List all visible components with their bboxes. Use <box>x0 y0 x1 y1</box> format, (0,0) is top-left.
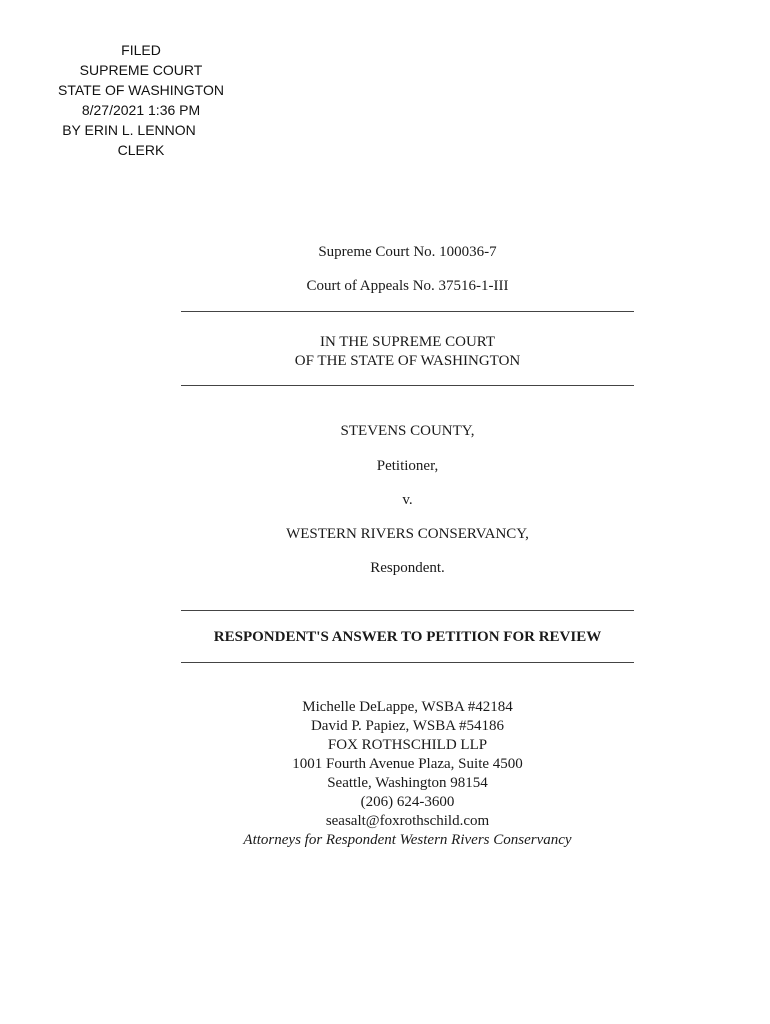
firm-address-line1: 1001 Fourth Avenue Plaza, Suite 4500 <box>292 756 523 772</box>
rule-below-title <box>181 662 634 663</box>
firm-phone: (206) 624-3600 <box>360 794 455 810</box>
stamp-filed: FILED <box>121 42 161 58</box>
stamp-court: SUPREME COURT <box>79 62 203 78</box>
law-firm: FOX ROTHSCHILD LLP <box>327 737 488 753</box>
court-name-line1: IN THE SUPREME COURT <box>319 334 496 350</box>
rule-below-court <box>181 385 634 386</box>
respondent-role: Respondent. <box>370 560 445 576</box>
stamp-clerk: CLERK <box>117 142 165 158</box>
stamp-by: BY ERIN L. LENNON <box>62 122 196 138</box>
stamp-state: STATE OF WASHINGTON <box>58 82 224 98</box>
document-title: RESPONDENT'S ANSWER TO PETITION FOR REVIEW <box>213 629 602 645</box>
supreme-court-number: Supreme Court No. 100036-7 <box>318 244 497 260</box>
counsel-role: Attorneys for Respondent Western Rivers Conservancy <box>243 832 572 848</box>
court-name-line2: OF THE STATE OF WASHINGTON <box>294 353 521 369</box>
attorney-1: Michelle DeLappe, WSBA #42184 <box>302 699 513 715</box>
rule-above-court <box>181 311 634 312</box>
attorney-2: David P. Papiez, WSBA #54186 <box>310 718 505 734</box>
caption-page <box>181 0 634 1024</box>
petitioner-name: STEVENS COUNTY, <box>340 423 475 439</box>
rule-above-title <box>181 610 634 611</box>
petitioner-role: Petitioner, <box>376 458 439 474</box>
firm-address-line2: Seattle, Washington 98154 <box>327 775 488 791</box>
firm-email: seasalt@foxrothschild.com <box>325 813 490 829</box>
respondent-name: WESTERN RIVERS CONSERVANCY, <box>286 526 529 542</box>
versus: v. <box>402 492 413 508</box>
appeals-court-number: Court of Appeals No. 37516-1-III <box>306 278 509 294</box>
stamp-datetime: 8/27/2021 1:36 PM <box>81 102 201 118</box>
